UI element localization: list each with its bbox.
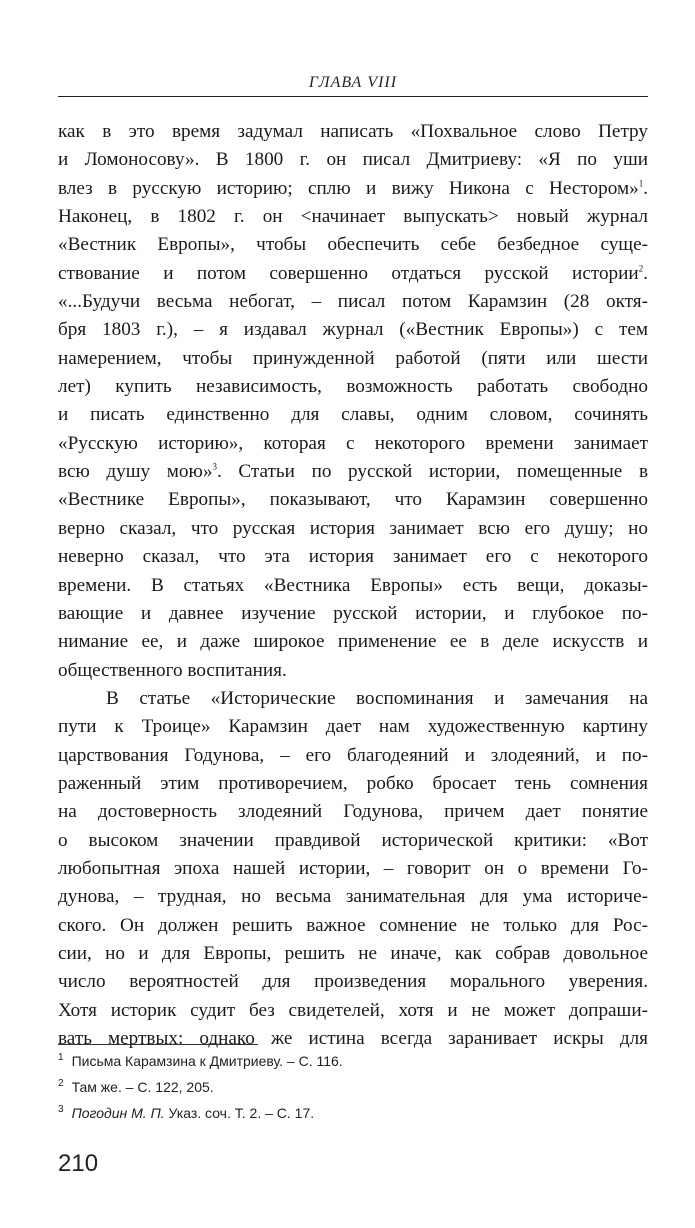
text-line: общественного воспитания. [58, 659, 287, 681]
text-line: любопытная эпоха нашей истории, – говорит он о времени Го- [58, 857, 648, 879]
text-segment: ствование и потом совершенно отдаться русской истории [58, 262, 639, 284]
text-line: число вероятностей для произведения морального уверения. [58, 971, 648, 993]
text-line: намерением, чтобы принужденной работой (пяти или шести [58, 347, 648, 369]
footnote-author: Погодин М. П. [71, 1105, 165, 1121]
text-line: ского. Он должен решить важное сомнение не только для Рос- [58, 914, 648, 936]
text-line: о высоком значении правдивой исторической критики: «Вот [58, 829, 648, 851]
text-line: Наконец, в 1802 г. он <начинает выпускать> новый журнал [58, 206, 648, 228]
text-segment: влез в русскую историю; сплю и вижу Никона с Нестором» [58, 177, 639, 199]
footnote-rule [58, 1044, 258, 1045]
text-line: верно сказал, что русская история занимает всю его душу; но [58, 517, 648, 539]
text-line: времени. В статьях «Вестника Европы» есть вещи, доказы- [58, 574, 648, 596]
main-text [58, 118, 648, 1053]
text-line: ствование и потом совершенно отдаться русской истории$^2$. [58, 262, 648, 284]
footnotes [58, 1048, 648, 1126]
text-line: на достоверность злодеяний Годунова, причем дает понятие [58, 801, 648, 823]
text-line: дунова, – трудная, но весьма занимательная для ума историче- [58, 886, 648, 908]
text-line: «Вестник Европы», чтобы обеспечить себе безбедное суще- [58, 234, 648, 256]
text-line: бря 1803 г.), – я издавал журнал («Вестник Европы») с тем [58, 319, 648, 341]
text-segment: всю душу мою» [58, 461, 213, 483]
text-line: и Ломоносову». В 1800 г. он писал Дмитриеву: «Я по уши [58, 149, 648, 171]
text-line: сии, но и для Европы, решить не иначе, как собрав довольное [58, 942, 648, 964]
footnote [58, 1048, 648, 1074]
text-line: неверно сказал, что эта история занимает его с некоторого [58, 546, 648, 568]
footnote-ref: 3 [212, 461, 217, 472]
header-rule [58, 96, 648, 97]
text-line: раженный этим противоречием, робко бросает тень сомнения [58, 772, 648, 794]
footnote-text: Письма Карамзина к Дмитриеву. – С. 116. [71, 1053, 343, 1069]
text-line: «Вестнике Европы», показывают, что Карамзин совершенно [58, 489, 648, 511]
text-line: и писать единственно для славы, одним словом, сочинять [58, 404, 648, 426]
text-line: «Русскую историю», которая с некоторого времени занимает [58, 432, 648, 454]
footnote-ref: 1 [638, 178, 644, 189]
text-line: как в это время задумал написать «Похвальное слово Петру [58, 121, 648, 142]
running-head: ГЛАВА VIII [308, 74, 398, 91]
footnote-mark: 2 [58, 1078, 64, 1090]
footnote-mark: 3 [58, 1104, 64, 1116]
footnote [58, 1100, 648, 1126]
text-line: нимание ее, и даже широкое применение ее в деле искусств и [58, 631, 648, 653]
text-line: «...Будучи весьма небогат, – писал потом Карамзин (28 октя- [58, 291, 648, 313]
footnote-mark: 1 [58, 1052, 64, 1064]
text-line: Хотя историк судит без свидетелей, хотя и не может допраши- [58, 999, 648, 1021]
text-segment: . Статьи по русской истории, помещенные в [216, 461, 648, 483]
text-line: В статье «Исторические воспоминания и замечания на [106, 687, 648, 709]
footnote-text: Указ. соч. Т. 2. – С. 17. [164, 1105, 315, 1121]
text-line: вать мертвых: однако же истина всегда заранивает искры для [58, 1028, 648, 1049]
page-number: 210 [58, 1150, 99, 1177]
text-line: влез в русскую историю; сплю и вижу Никона с Нестором»$^1$. [58, 177, 648, 199]
text-line: царствования Годунова, – его благодеяний и злодеяний, и по- [58, 744, 648, 766]
footnote-ref: 2 [638, 263, 644, 274]
text-line: вающие и давнее изучение русской истории, и глубокое по- [58, 602, 648, 624]
footnote-text: Там же. – С. 122, 205. [71, 1079, 214, 1095]
text-line: лет) купить независимость, возможность работать свободно [58, 376, 648, 398]
text-line [58, 458, 648, 486]
text-line: пути к Троице» Карамзин дает нам художественную картину [58, 716, 648, 738]
footnote [58, 1074, 648, 1100]
